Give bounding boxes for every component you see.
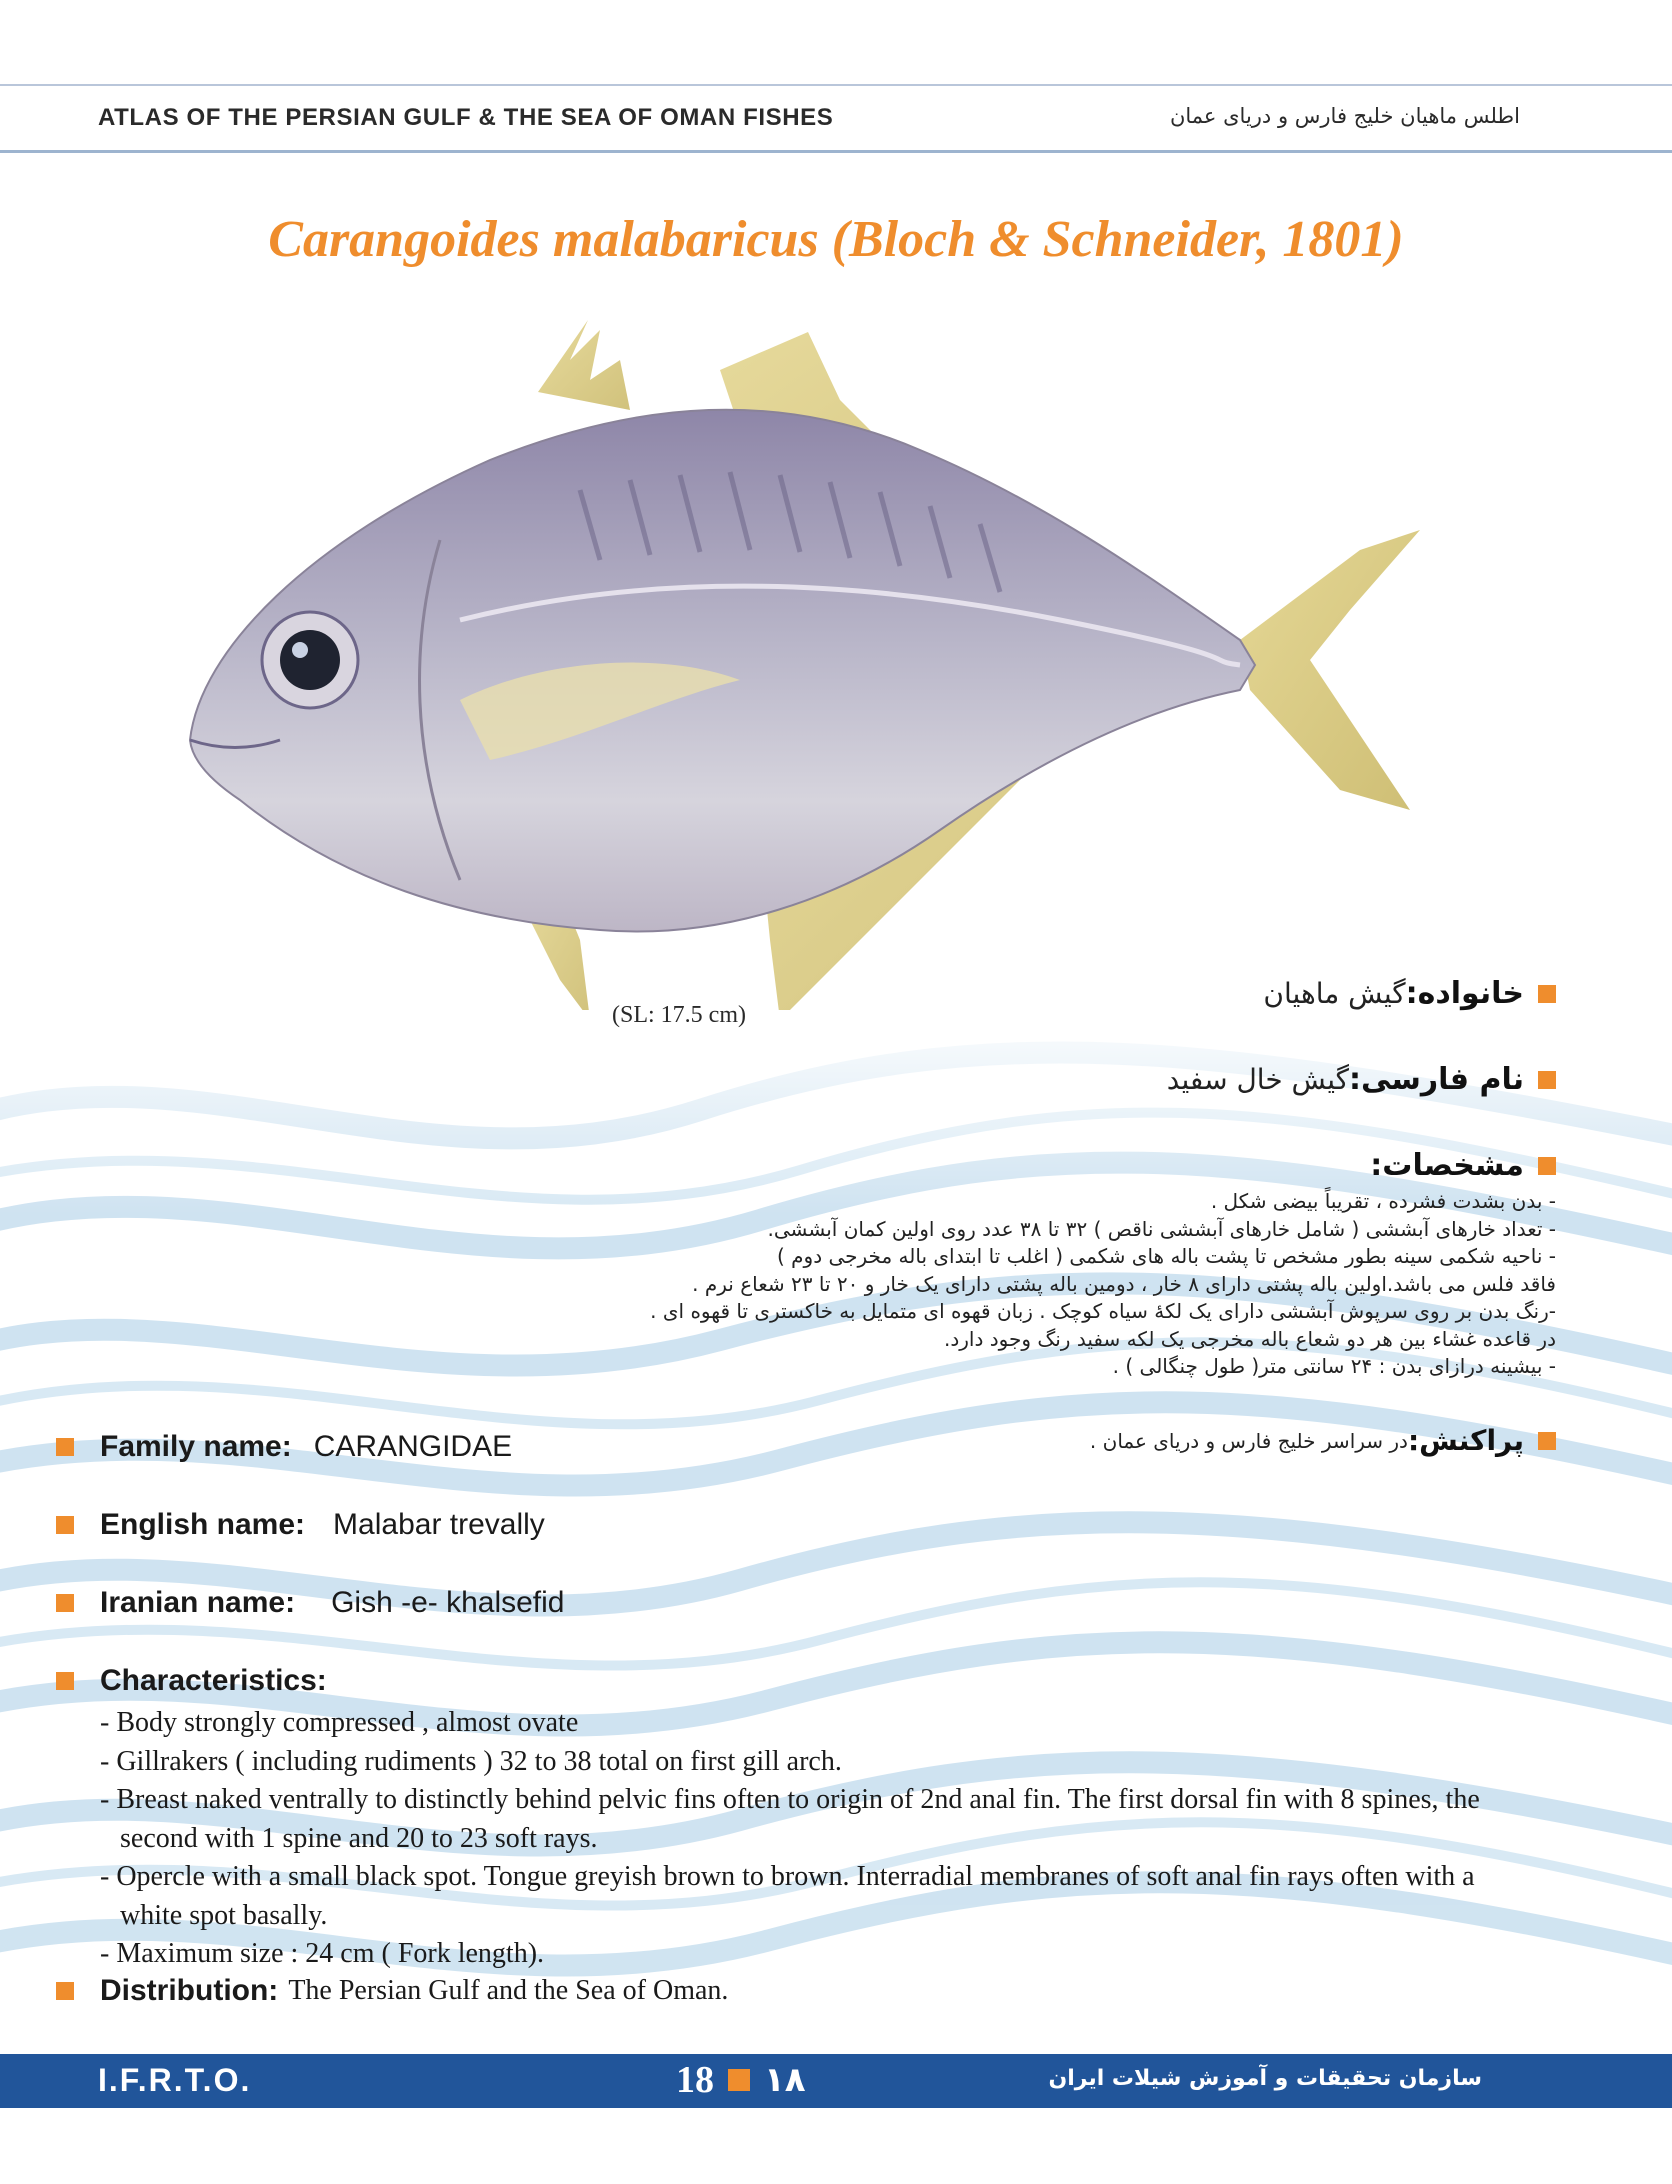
en-distribution-row (56, 1974, 728, 2008)
page-separator-square-icon (728, 2069, 750, 2091)
page-number-group (676, 2058, 806, 2102)
fa-family-value: گیش ماهیان (1263, 977, 1406, 1010)
en-characteristic-item: - Gillrakers ( including rudiments ) 32 to 38 total on first gill arch. (100, 1745, 842, 1777)
bullet-square-icon (56, 1594, 74, 1612)
en-iranian-name-value: Gish -e- khalsefid (331, 1586, 565, 1619)
fa-name-label: نام فارسی: (1349, 1062, 1524, 1097)
header-title-en: ATLAS OF THE PERSIAN GULF & THE SEA OF OMAN FISHES (98, 104, 834, 131)
bullet-square-icon (56, 1516, 74, 1534)
fa-distribution-row (1090, 1424, 1556, 1457)
bullet-square-icon (1538, 1157, 1556, 1175)
en-characteristic-item: - Maximum size : 24 cm ( Fork length). (100, 1938, 545, 1969)
bullet-square-icon (1538, 1432, 1556, 1450)
fa-family-row (1263, 976, 1556, 1011)
en-characteristics-list (100, 1704, 1500, 1974)
en-english-name-value: Malabar trevally (333, 1508, 545, 1541)
fa-family-label: خانواده: (1405, 976, 1524, 1011)
bullet-square-icon (56, 1982, 74, 2000)
bullet-square-icon (56, 1672, 74, 1690)
fa-name-value: گیش خال سفید (1166, 1063, 1349, 1096)
fa-characteristic-line: در قاعده غشاء بین هر دو شعاع باله مخرجی یک لکه سفید رنگ وجود دارد. (943, 1326, 1556, 1351)
en-iranian-name-label: Iranian name: (100, 1586, 296, 1619)
en-characteristics-row (56, 1664, 327, 1698)
en-characteristic-item: - Body strongly compressed , almost ovate (100, 1707, 579, 1738)
fa-characteristic-line: - تعداد خارهای آبششی ( شامل خارهای آبششی ناقص ) ۳۲ تا ۳۸ عدد روی اولین کمان آبششی. (767, 1216, 1556, 1241)
en-iranian-name-row (56, 1586, 565, 1620)
figure-caption: (SL: 17.5 cm) (612, 1002, 746, 1028)
fa-characteristics-list (406, 1188, 1556, 1381)
page-number-fa: ۱۸ (764, 2060, 806, 2100)
header-title-fa: اطلس ماهیان خلیج فارس و دریای عمان (1169, 104, 1520, 128)
fa-name-row (1167, 1062, 1556, 1097)
fa-characteristic-line: - ناحیه شکمی سینه بطور مشخص تا پشت باله های شکمی ( اغلب تا ابتدای باله مخرجی دوم ) (777, 1244, 1556, 1268)
header-rule-top (0, 84, 1672, 86)
fish-illustration (160, 320, 1420, 1010)
fa-characteristic-line: - بیشینه درازای بدن : ۲۴ سانتی متر( طول چنگالی ) . (1112, 1354, 1556, 1378)
en-characteristic-item: - Breast naked ventrally to distinctly behind pelvic fins often to origin of 2nd anal fin. The first dorsal fin with 8 spines, the second with 1 spine and 20 to 23 soft rays. (100, 1784, 1480, 1854)
fa-distribution-value: در سراسر خلیج فارس و دریای عمان . (1089, 1428, 1408, 1453)
header-rule-bottom (0, 150, 1672, 153)
fa-characteristic-line: فاقد فلس می باشد.اولین باله پشتی دارای ۸ خار ، دومین باله پشتی دارای یک خار و ۲۰ تا ۲۳ شعاع نرم . (692, 1271, 1556, 1296)
fa-characteristic-line: -رنگ بدن بر روی سرپوش آبششی دارای یک لکهٔ سیاه کوچک . زبان قهوه ای متمایل به خاکستری تا قهوه ای . (650, 1299, 1556, 1323)
footer-org-fa: سازمان تحقیقات و آموزش شیلات ایران (1048, 2066, 1482, 2091)
en-english-name-row (56, 1508, 545, 1542)
species-title: Carangoides malabaricus (Bloch & Schneider, 1801) (268, 211, 1404, 268)
bullet-square-icon (1538, 985, 1556, 1003)
en-distribution-value: The Persian Gulf and the Sea of Oman. (288, 1975, 729, 2006)
footer-org-en: I.F.R.T.O. (98, 2062, 252, 2098)
bullet-square-icon (1538, 1071, 1556, 1089)
en-family-row (56, 1430, 512, 1464)
bullet-square-icon (56, 1438, 74, 1456)
fa-distribution-label: پراکنش: (1407, 1424, 1524, 1457)
en-family-value: CARANGIDAE (313, 1430, 513, 1463)
en-family-label: Family name: (100, 1430, 292, 1463)
en-characteristic-item: - Opercle with a small black spot. Tongue greyish brown to brown. Interradial membranes of soft anal fin rays often with a white spot basally. (100, 1861, 1475, 1931)
fa-characteristics-row (1370, 1148, 1556, 1183)
en-characteristics-label: Characteristics: (100, 1664, 327, 1697)
en-english-name-label: English name: (100, 1508, 306, 1541)
fa-characteristic-line: - بدن بشدت فشرده ، تقریباً بیضی شکل . (1210, 1189, 1556, 1213)
fa-characteristics-label: مشخصات: (1370, 1148, 1524, 1183)
en-distribution-label: Distribution: (100, 1974, 279, 2007)
page-number: 18 (676, 2059, 714, 2101)
